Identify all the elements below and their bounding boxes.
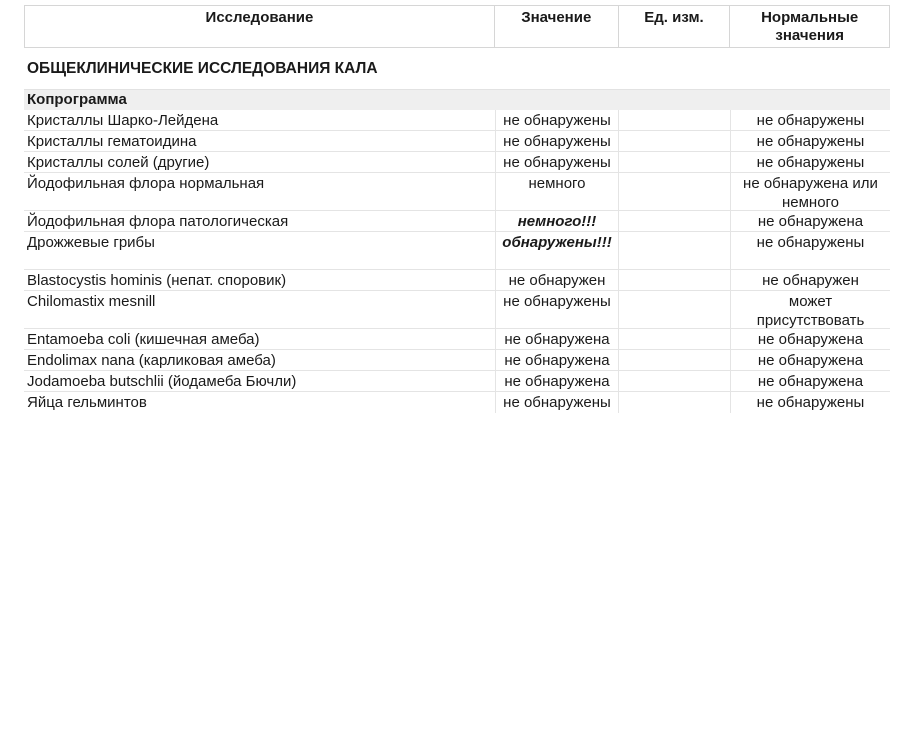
test-unit <box>619 211 731 231</box>
test-norm: может присутствовать <box>756 293 865 329</box>
test-norm: не обнаружены <box>756 154 865 171</box>
test-name: Кристаллы солей (другие) <box>27 154 210 171</box>
test-value-abnormal: немного!!! <box>495 211 619 231</box>
test-unit <box>619 232 731 269</box>
test-value: не обнаружены <box>495 131 619 151</box>
test-norm: не обнаружена <box>757 352 864 369</box>
test-name: Entamoeba coli (кишечная амеба) <box>27 331 260 348</box>
test-norm: не обнаружены <box>756 112 865 129</box>
table-row <box>24 232 890 270</box>
section-title: ОБЩЕКЛИНИЧЕСКИЕ ИССЛЕДОВАНИЯ КАЛА <box>27 60 378 77</box>
table-row <box>24 291 890 329</box>
test-name: Blastocystis hominis (непат. споровик) <box>27 272 287 289</box>
table-row <box>24 392 890 413</box>
table-row <box>24 211 890 232</box>
header-test: Исследование <box>25 6 495 47</box>
table-row <box>24 110 890 131</box>
header-norm-line2: значения <box>775 27 844 44</box>
test-name: Кристаллы гематоидина <box>27 133 197 150</box>
test-norm: не обнаружена <box>757 331 864 348</box>
test-norm: не обнаружен <box>762 272 859 289</box>
test-name: Jodamoeba butschlii (йодамеба Бючли) <box>27 373 297 390</box>
test-unit <box>619 131 731 151</box>
test-name: Chilomastix mesnill <box>27 293 156 310</box>
test-value: не обнаружен <box>495 270 619 290</box>
table-row <box>24 350 890 371</box>
test-unit <box>619 392 731 413</box>
group-title: Копрограмма <box>24 89 890 110</box>
test-value: не обнаружены <box>495 392 619 413</box>
test-value: не обнаружена <box>495 350 619 370</box>
test-value: не обнаружены <box>495 110 619 130</box>
table-row <box>24 152 890 173</box>
test-unit <box>619 270 731 290</box>
test-value: не обнаружены <box>495 291 619 328</box>
test-unit <box>619 350 731 370</box>
header-value: Значение <box>495 6 619 47</box>
test-unit <box>619 173 731 210</box>
table-row <box>24 329 890 350</box>
test-norm: не обнаружены <box>756 133 865 150</box>
table-header <box>24 5 890 48</box>
test-name: Йодофильная флора патологическая <box>27 213 289 230</box>
table-row <box>24 371 890 392</box>
table-row <box>24 131 890 152</box>
test-value-abnormal: обнаружены!!! <box>495 232 619 269</box>
header-norm-line1: Нормальные <box>761 9 859 26</box>
test-name: Яйца гельминтов <box>27 394 147 411</box>
test-name: Йодофильная флора нормальная <box>27 175 265 192</box>
test-unit <box>619 110 731 130</box>
test-unit <box>619 152 731 172</box>
test-value: немного <box>495 173 619 210</box>
test-value: не обнаружена <box>495 371 619 391</box>
results-table <box>24 110 890 413</box>
test-norm: не обнаружена <box>757 213 864 230</box>
header-norm <box>730 6 889 47</box>
test-name: Дрожжевые грибы <box>27 234 155 251</box>
test-unit <box>619 291 731 328</box>
table-row <box>24 173 890 211</box>
test-value: не обнаружены <box>495 152 619 172</box>
table-row <box>24 270 890 291</box>
test-value: не обнаружена <box>495 329 619 349</box>
test-unit <box>619 329 731 349</box>
test-unit <box>619 371 731 391</box>
test-name: Endolimax nana (карликовая амеба) <box>27 352 276 369</box>
header-unit: Ед. изм. <box>619 6 731 47</box>
test-norm: не обнаружены <box>756 394 865 411</box>
test-norm: не обнаружены <box>756 234 865 251</box>
test-norm: не обнаружена <box>757 373 864 390</box>
test-name: Кристаллы Шарко-Лейдена <box>27 112 219 129</box>
test-norm: не обнаружена или немного <box>743 175 878 211</box>
